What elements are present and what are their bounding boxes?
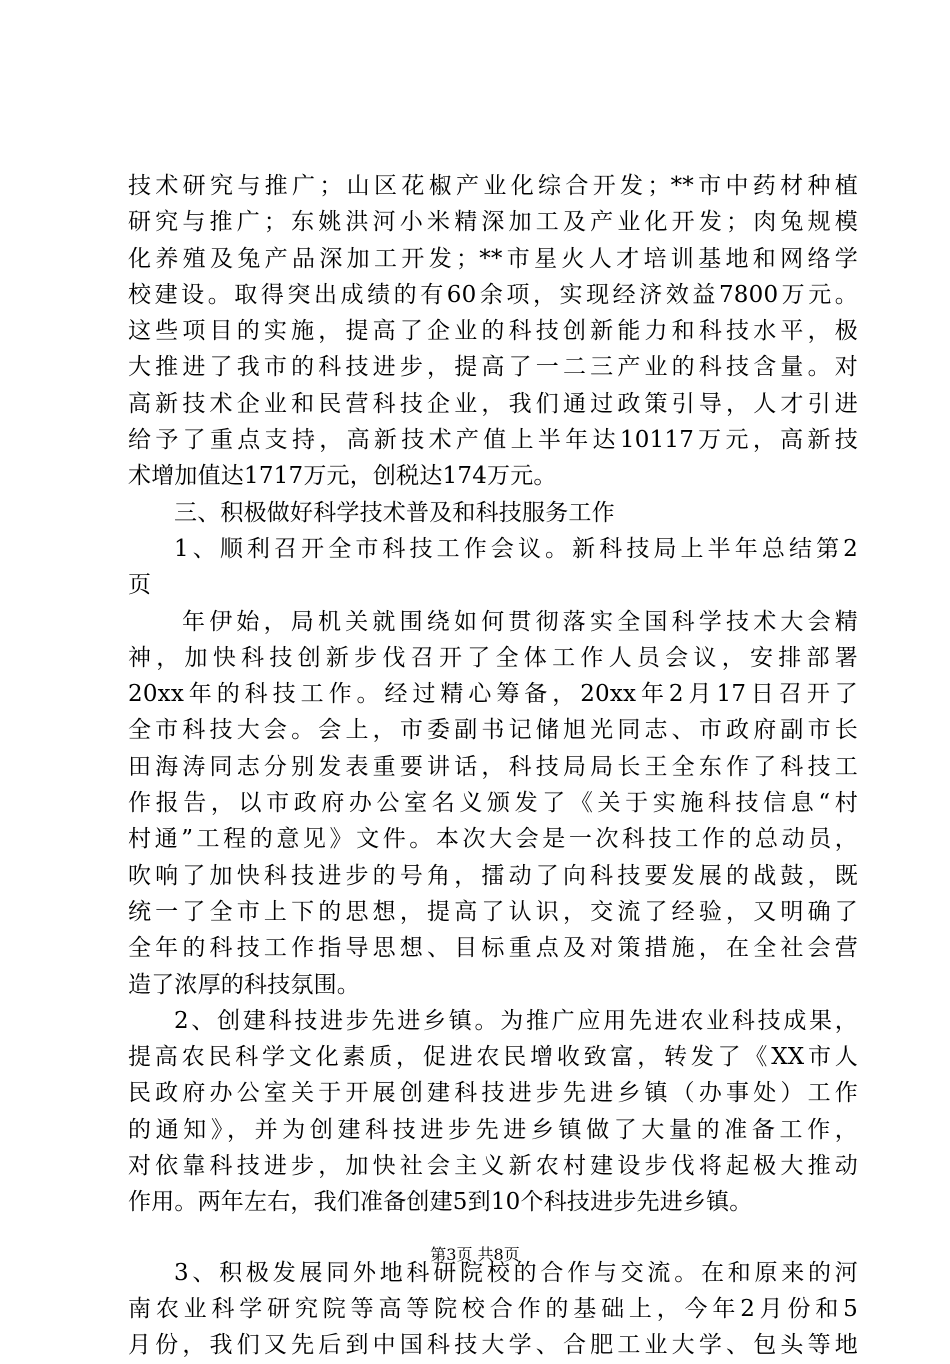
page-footer [0,1245,950,1265]
text-line: 化养殖及兔产品深加工开发；**市星火人才培训基地和网络学 [128,245,858,272]
text-line: 20xx年的科技工作。经过精心筹备，20xx年2月17日召开了 [128,681,858,708]
text-line: 作报告，以市政府办公室名义颁发了《关于实施科技信息“村 [128,790,858,817]
text-line: 这些项目的实施，提高了企业的科技创新能力和科技水平，极 [128,318,858,345]
text-line: 作用。两年左右，我们准备创建5到10个科技进步先进乡镇。 [128,1189,753,1216]
text-line: 吹响了加快科技进步的号角，擂动了向科技要发展的战鼓，既 [128,862,858,889]
text-line: 的通知》，并为创建科技进步先进乡镇做了大量的准备工作， [128,1116,858,1143]
text-line: 校建设。取得突出成绩的有60余项，实现经济效益7800万元。 [128,281,858,308]
text-line: 统一了全市上下的思想，提高了认识，交流了经验，又明确了 [128,898,858,925]
text-line: 年伊始，局机关就围绕如何贯彻落实全国科学技术大会精 [182,608,858,635]
text-line: 神，加快科技创新步伐召开了全体工作人员会议，安排部署 [128,644,858,671]
text-line: 村通”工程的意见》文件。本次大会是一次科技工作的总动员， [128,826,858,853]
text-line: 全年的科技工作指导思想、目标重点及对策措施，在全社会营 [128,935,858,962]
text-line: 民政府办公室关于开展创建科技进步先进乡镇（办事处）工作 [128,1080,858,1107]
section-heading: 三、积极做好科学技术普及和科技服务工作 [174,499,615,526]
text-line: 3、积极发展同外地科研院校的合作与交流。在和原来的河 [174,1259,858,1286]
text-line: 全市科技大会。会上，市委副书记储旭光同志、市政府副市长 [128,717,858,744]
text-line: 南农业科学研究院等高等院校合作的基础上，今年2月份和5 [128,1295,858,1322]
text-line: 提高农民科学文化素质，促进农民增收致富，转发了《XX市人 [128,1044,858,1071]
document-body [128,168,858,1364]
text-line: 田海涛同志分别发表重要讲话，科技局局长王全东作了科技工 [128,753,858,780]
text-line: 术增加值达1717万元，创税达174万元。 [128,463,557,490]
text-line: 页 [128,572,152,599]
text-line: 月份，我们又先后到中国科技大学、合肥工业大学、包头等地 [128,1332,858,1359]
text-line: 研究与推广；东姚洪河小米精深加工及产业化开发；肉兔规模 [128,209,858,236]
text-line: 大推进了我市的科技进步，提高了一二三产业的科技含量。对 [128,354,858,381]
page-number-label: 第3页 共8页 [430,1245,520,1264]
text-line: 高新技术企业和民营科技企业，我们通过政策引导，人才引进 [128,390,858,417]
text-line: 技术研究与推广；山区花椒产业化综合开发；**市中药材种植 [128,173,858,199]
text-line: 2、创建科技进步先进乡镇。为推广应用先进农业科技成果， [174,1007,858,1034]
text-line: 造了浓厚的科技氛围。 [128,971,360,998]
text-line: 对依靠科技进步，加快社会主义新农村建设步伐将起极大推动 [128,1153,858,1180]
text-line: 给予了重点支持，高新技术产值上半年达10117万元，高新技 [128,427,858,454]
text-line: 1、顺利召开全市科技工作会议。新科技局上半年总结第2 [174,535,858,562]
